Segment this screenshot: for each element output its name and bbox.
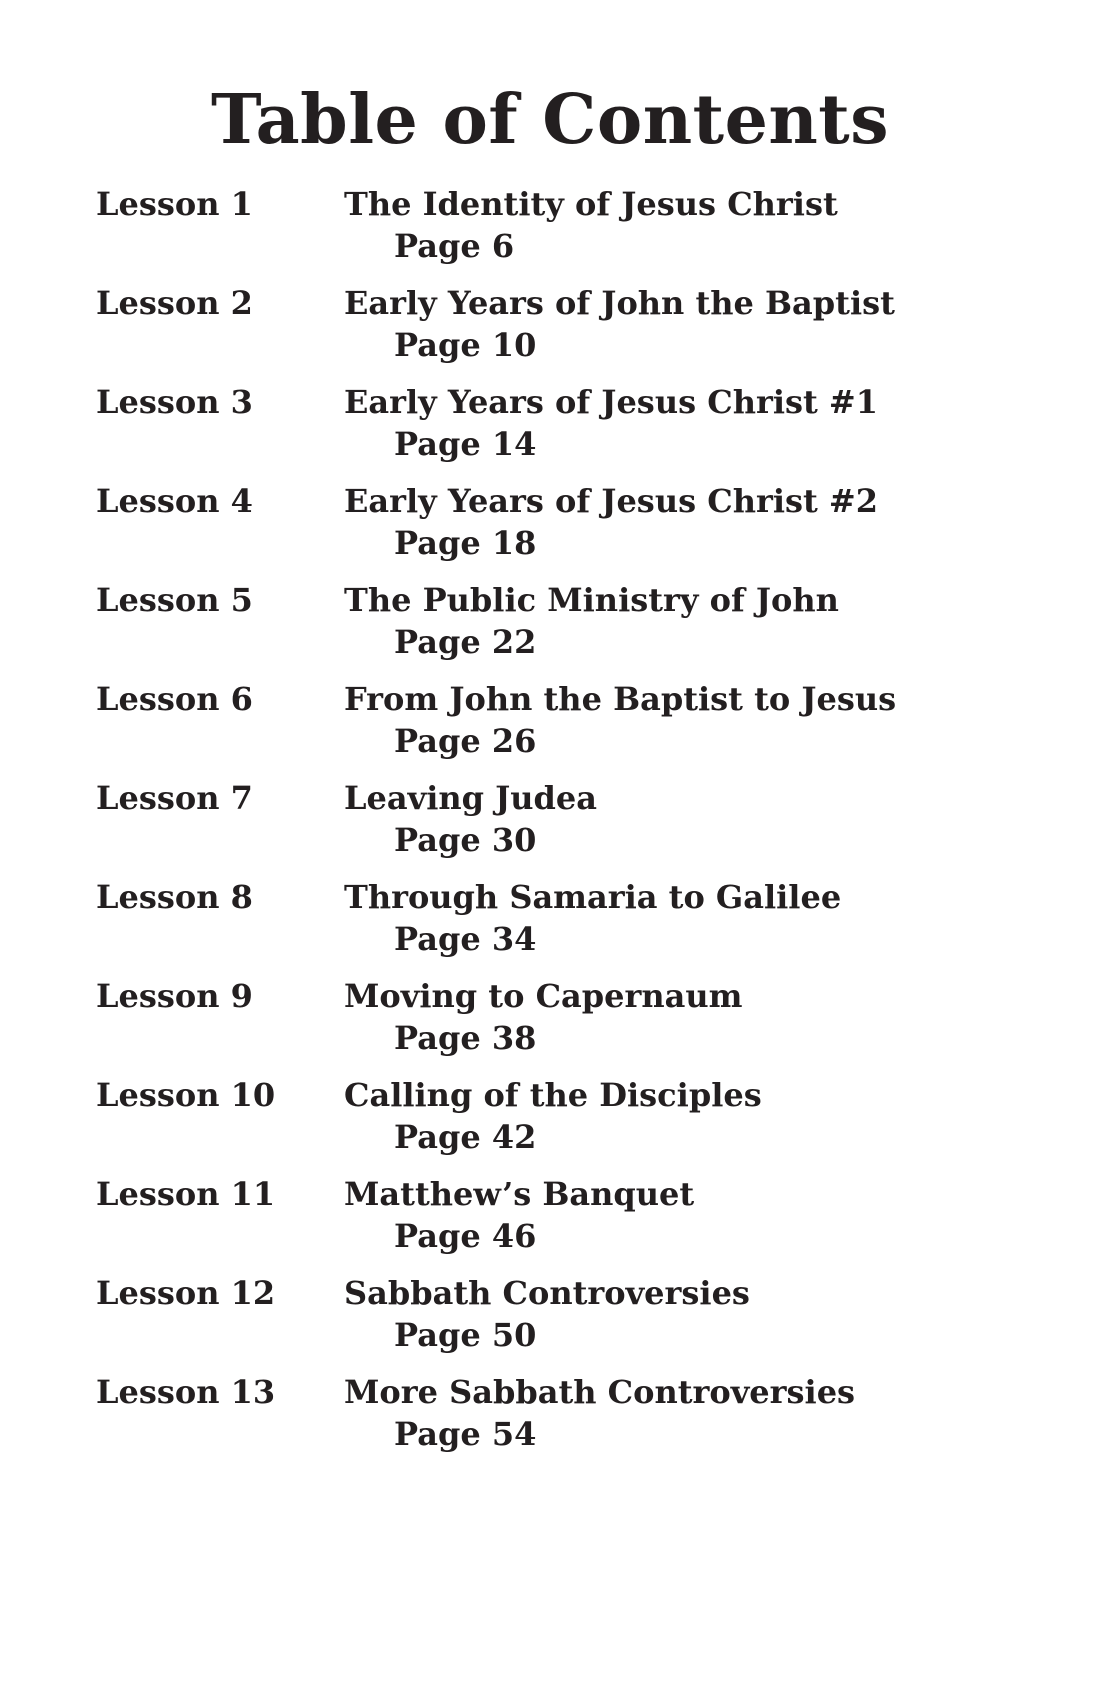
lesson-page: Page 42	[394, 1118, 537, 1156]
lesson-title: Early Years of Jesus Christ #1	[344, 383, 878, 421]
lesson-page: Page 10	[394, 326, 537, 364]
lesson-number: Lesson 6	[96, 680, 253, 718]
toc-entry	[96, 281, 1056, 380]
lesson-number: Lesson 8	[96, 878, 253, 916]
table-of-contents	[96, 182, 1056, 1469]
lesson-title: Through Samaria to Galilee	[344, 878, 842, 916]
lesson-page: Page 30	[394, 821, 537, 859]
lesson-title: Leaving Judea	[344, 779, 597, 817]
lesson-title: Calling of the Disciples	[344, 1076, 762, 1114]
lesson-number: Lesson 5	[96, 581, 253, 619]
lesson-page: Page 6	[394, 227, 515, 265]
toc-entry	[96, 479, 1056, 578]
lesson-number: Lesson 12	[96, 1274, 276, 1312]
lesson-title: From John the Baptist to Jesus	[344, 680, 897, 718]
lesson-number: Lesson 3	[96, 383, 253, 421]
lesson-page: Page 54	[394, 1415, 537, 1453]
lesson-page: Page 38	[394, 1019, 537, 1057]
lesson-page: Page 34	[394, 920, 537, 958]
lesson-number: Lesson 7	[96, 779, 253, 817]
toc-entry	[96, 776, 1056, 875]
lesson-title: More Sabbath Controversies	[344, 1373, 856, 1411]
toc-entry	[96, 1370, 1056, 1469]
toc-entry	[96, 677, 1056, 776]
lesson-page: Page 46	[394, 1217, 537, 1255]
page-title: Table of Contents	[211, 80, 889, 160]
lesson-title: Moving to Capernaum	[344, 977, 743, 1015]
lesson-title: The Identity of Jesus Christ	[344, 185, 838, 223]
lesson-title: The Public Ministry of John	[344, 581, 839, 619]
toc-entry	[96, 578, 1056, 677]
lesson-title: Early Years of John the Baptist	[344, 284, 895, 322]
lesson-number: Lesson 4	[96, 482, 253, 520]
toc-entry	[96, 182, 1056, 281]
toc-entry	[96, 380, 1056, 479]
lesson-number: Lesson 1	[96, 185, 253, 223]
lesson-title: Early Years of Jesus Christ #2	[344, 482, 878, 520]
lesson-page: Page 14	[394, 425, 537, 463]
lesson-number: Lesson 11	[96, 1175, 276, 1213]
lesson-page: Page 50	[394, 1316, 537, 1354]
lesson-title: Matthew’s Banquet	[344, 1175, 695, 1213]
lesson-number: Lesson 13	[96, 1373, 276, 1411]
lesson-title: Sabbath Controversies	[344, 1274, 750, 1312]
lesson-number: Lesson 9	[96, 977, 253, 1015]
lesson-page: Page 26	[394, 722, 537, 760]
lesson-number: Lesson 2	[96, 284, 253, 322]
toc-entry	[96, 974, 1056, 1073]
lesson-page: Page 18	[394, 524, 537, 562]
toc-entry	[96, 1271, 1056, 1370]
toc-entry	[96, 1073, 1056, 1172]
toc-entry	[96, 1172, 1056, 1271]
lesson-page: Page 22	[394, 623, 537, 661]
lesson-number: Lesson 10	[96, 1076, 276, 1114]
toc-entry	[96, 875, 1056, 974]
